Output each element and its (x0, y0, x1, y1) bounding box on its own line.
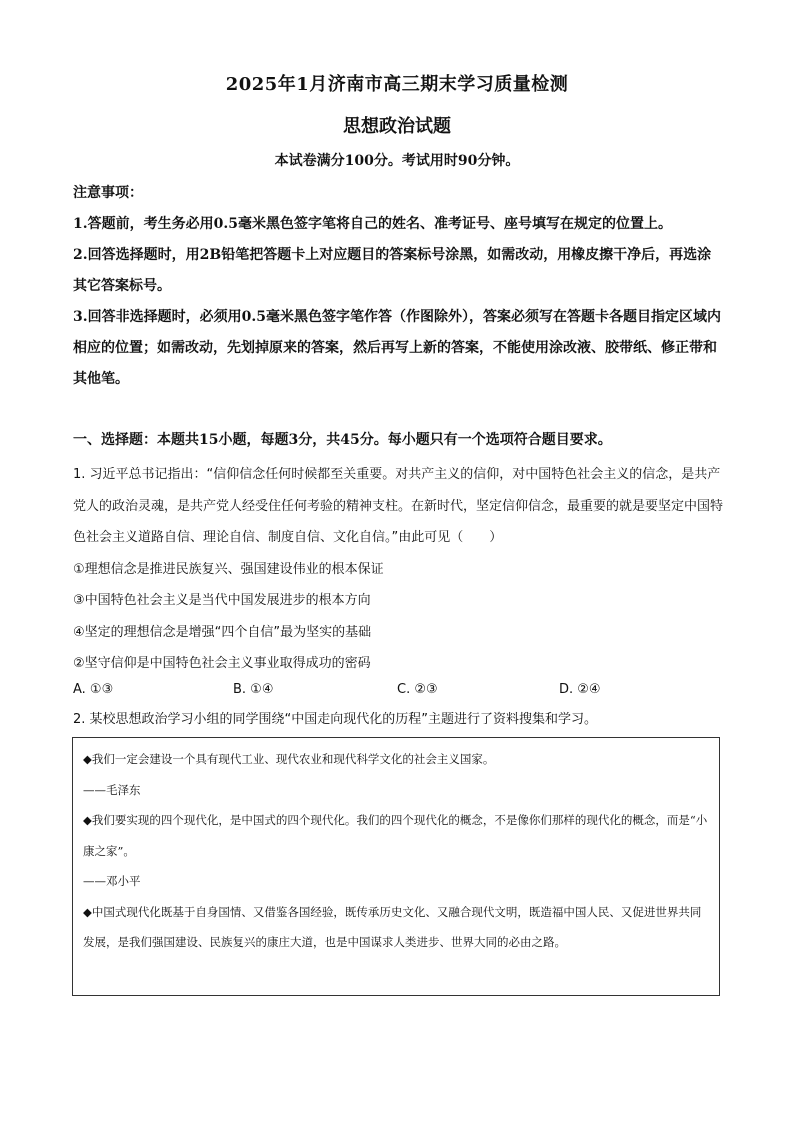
statement: ①理想信念是推进民族复兴、强国建设伟业的根本保证 (73, 561, 384, 577)
statement: ③中国特色社会主义是当代中国发展进步的根本方向 (73, 593, 371, 608)
note-item-2: 2.回答选择题时，用2B铅笔把答题卡上对应题目的答案标号涂黑，如需改动，用橡皮擦干净后，再选涂其它答案标号。 (73, 247, 712, 294)
question-2-stem: 2. 某校思想政治学习小组的同学围绕“中国走向现代化的历程”主题进行了资料搜集和学习。 (73, 712, 598, 727)
material-attribution: ——毛泽东 (83, 782, 141, 797)
notes-section (73, 178, 723, 395)
subject-title: 思想政治试题 (343, 116, 451, 137)
note-item-3: 3.回答非选择题时，必须用0.5毫米黑色签字笔作答（作图除外），答案必须写在答题卡各题目指定区域内相应的位置；如需改动，先划掉原来的答案，然后再写上新的答案，不能使用涂改液、胶带纸、修正带和其他笔。 (73, 309, 721, 387)
question-1 (73, 459, 723, 680)
option-c[interactable]: C. ②③ (397, 682, 438, 697)
option-b[interactable]: B. ①④ (233, 682, 274, 697)
material-box (72, 737, 720, 996)
material-quote: ◆我们一定会建设一个具有现代工业、现代农业和现代科学文化的社会主义国家。 (83, 752, 495, 766)
exam-info: 本试卷满分100分。考试用时90分钟。 (274, 153, 520, 169)
material-quote: ◆我们要实现的四个现代化，是中国式的四个现代化。我们的四个现代化的概念，不是像你们那样的现代化的概念，而是“小康之家”。 (83, 813, 708, 858)
question-1-options (73, 678, 723, 702)
notes-heading: 注意事项： (73, 185, 143, 201)
question-1-stem: 1. 习近平总书记指出：“信仰信念任何时候都至关重要。对共产主义的信仰，对中国特色社会主义的信念，是共产党人的政治灵魂，是共产党人经受住任何考验的精神支柱。在新时代，坚定信仰信念，最重要的就是要坚定中国特色社会主义道路自信、理论自信、制度自信、文化自信。”由此可见（ ） (73, 467, 724, 545)
section-heading: 一、选择题：本题共15小题，每题3分，共45分。每小题只有一个选项符合题目要求。 (73, 432, 612, 448)
option-a[interactable]: A. ①③ (73, 682, 114, 697)
exam-title: 2025年1月济南市高三期末学习质量检测 (225, 74, 569, 95)
statement: ②坚守信仰是中国特色社会主义事业取得成功的密码 (73, 656, 371, 671)
material-attribution: ——邓小平 (83, 874, 141, 888)
statement: ④坚定的理想信念是增强“四个自信”最为坚实的基础 (73, 624, 372, 640)
option-d[interactable]: D. ②④ (559, 682, 601, 697)
material-quote: ◆中国式现代化既基于自身国情、又借鉴各国经验，既传承历史文化、又融合现代文明，既造福中国人民、又促进世界共同发展，是我们强国建设、民族复兴的康庄大道，也是中国谋求人类进步、世界大同的必由之路。 (83, 904, 702, 949)
note-item-1: 1.答题前，考生务必用0.5毫米黑色签字笔将自己的姓名、准考证号、座号填写在规定的位置上。 (73, 216, 672, 232)
